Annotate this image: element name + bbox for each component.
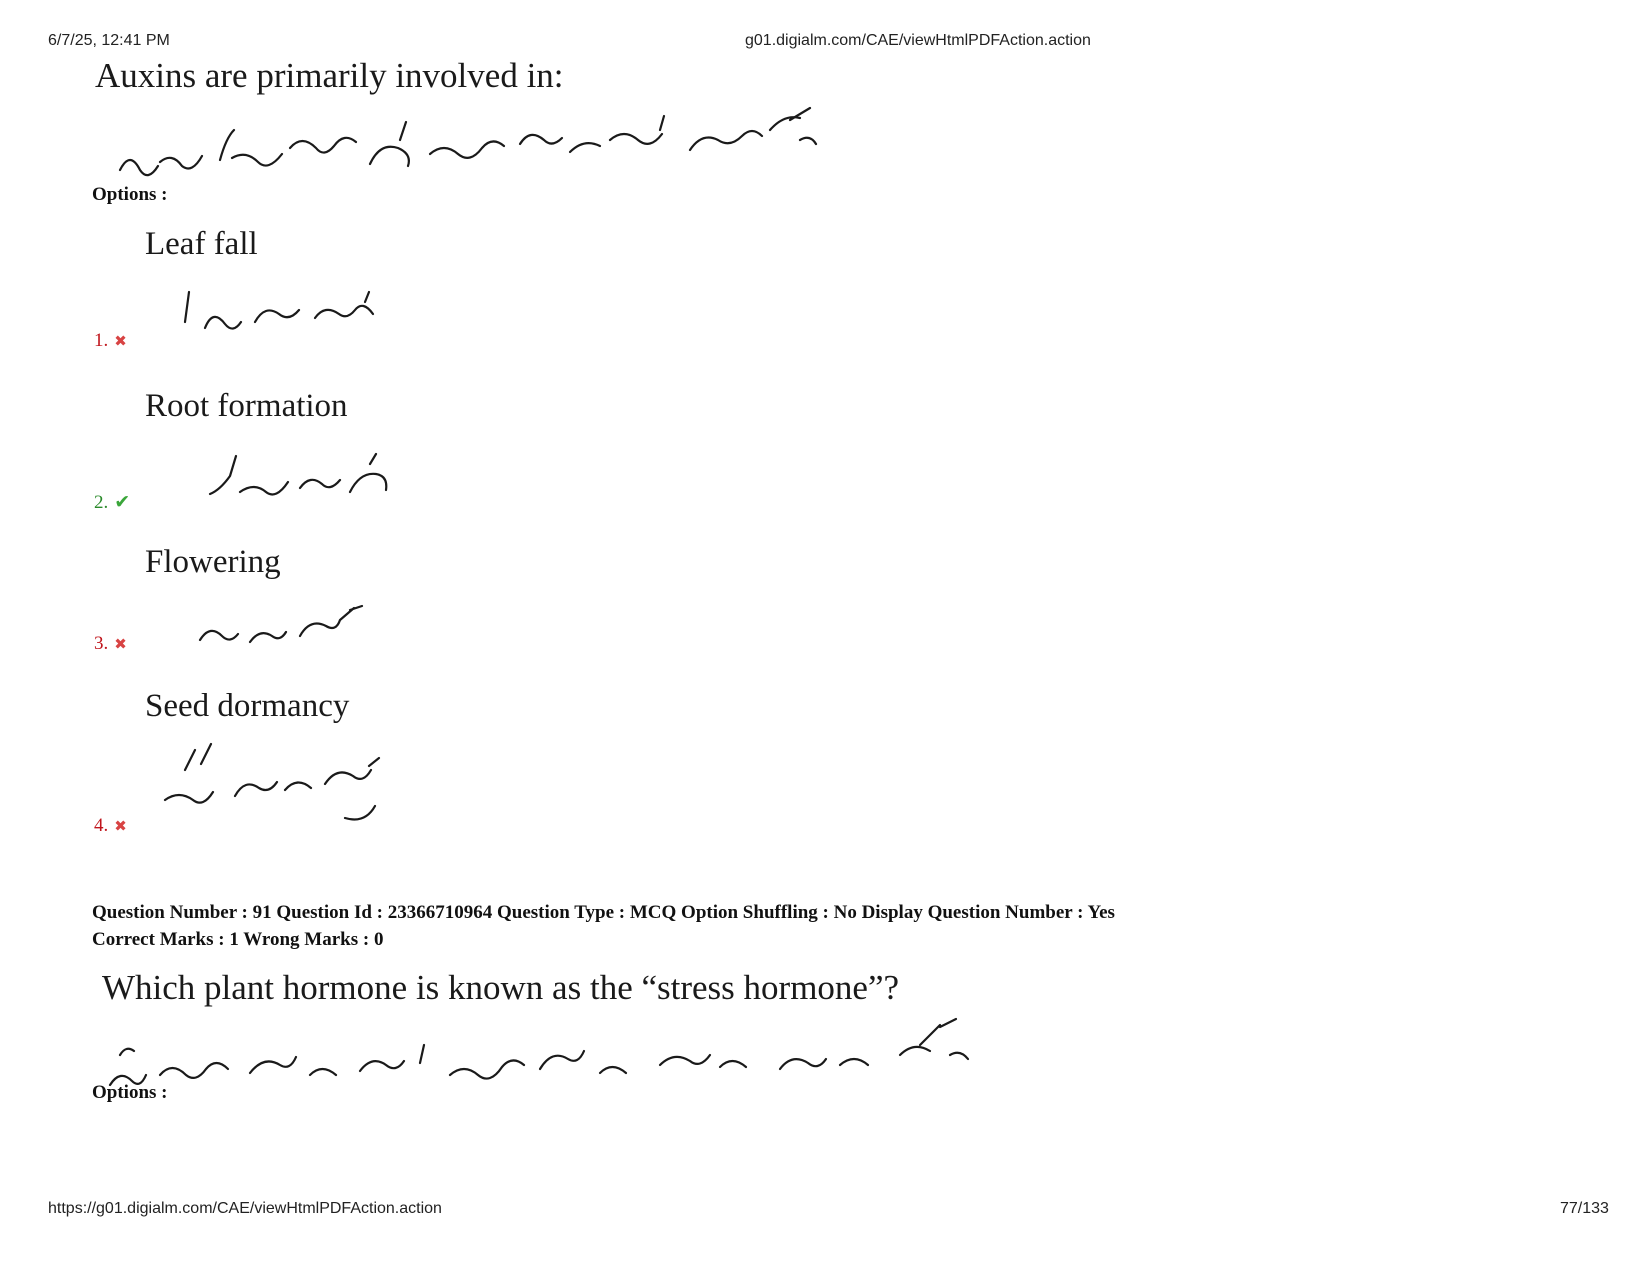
option-2-number bbox=[94, 491, 130, 514]
cross-icon: ✖ bbox=[114, 817, 127, 835]
print-footer-url: https://g01.digialm.com/CAE/viewHtmlPDFAction.action bbox=[48, 1200, 442, 1217]
option-2-text-en: Root formation bbox=[145, 388, 348, 424]
cross-icon: ✖ bbox=[114, 635, 127, 653]
option-3-text-urdu-handwritten bbox=[190, 600, 380, 660]
cross-icon: ✖ bbox=[114, 332, 127, 350]
option-4-text-urdu-handwritten bbox=[155, 740, 405, 830]
option-3-number bbox=[94, 633, 127, 655]
option-1-text-en: Leaf fall bbox=[145, 226, 258, 262]
question-meta-line-2: Correct Marks : 1 Wrong Marks : 0 bbox=[92, 929, 384, 950]
question-meta-line-1: Question Number : 91 Question Id : 23366710964 Question Type : MCQ Option Shuffling : No Display Question Number : Yes bbox=[92, 902, 1115, 923]
option-1-text-urdu-handwritten bbox=[175, 282, 395, 342]
options-label: Options : bbox=[92, 184, 168, 205]
option-3-number-label: 3. bbox=[94, 633, 109, 654]
question-text-urdu-handwritten bbox=[100, 1015, 1000, 1105]
check-icon: ✔ bbox=[114, 491, 131, 513]
print-datetime: 6/7/25, 12:41 PM bbox=[48, 32, 170, 49]
option-2-number-label: 2. bbox=[94, 492, 109, 513]
option-4-number-label: 4. bbox=[94, 815, 109, 836]
question-text-en: Auxins are primarily involved in: bbox=[95, 56, 564, 95]
option-1-number bbox=[94, 330, 127, 352]
option-2-text-urdu-handwritten bbox=[200, 448, 400, 508]
question-text-en: Which plant hormone is known as the “stress hormone”? bbox=[102, 968, 900, 1007]
question-text-urdu-handwritten bbox=[100, 100, 830, 190]
option-1-number-label: 1. bbox=[94, 330, 109, 351]
option-3-text-en: Flowering bbox=[145, 544, 281, 580]
print-header-url: g01.digialm.com/CAE/viewHtmlPDFAction.action bbox=[745, 32, 1091, 49]
page-number: 77/133 bbox=[1560, 1200, 1609, 1217]
option-4-number bbox=[94, 815, 127, 837]
options-label: Options : bbox=[92, 1082, 168, 1103]
option-4-text-en: Seed dormancy bbox=[145, 688, 350, 724]
